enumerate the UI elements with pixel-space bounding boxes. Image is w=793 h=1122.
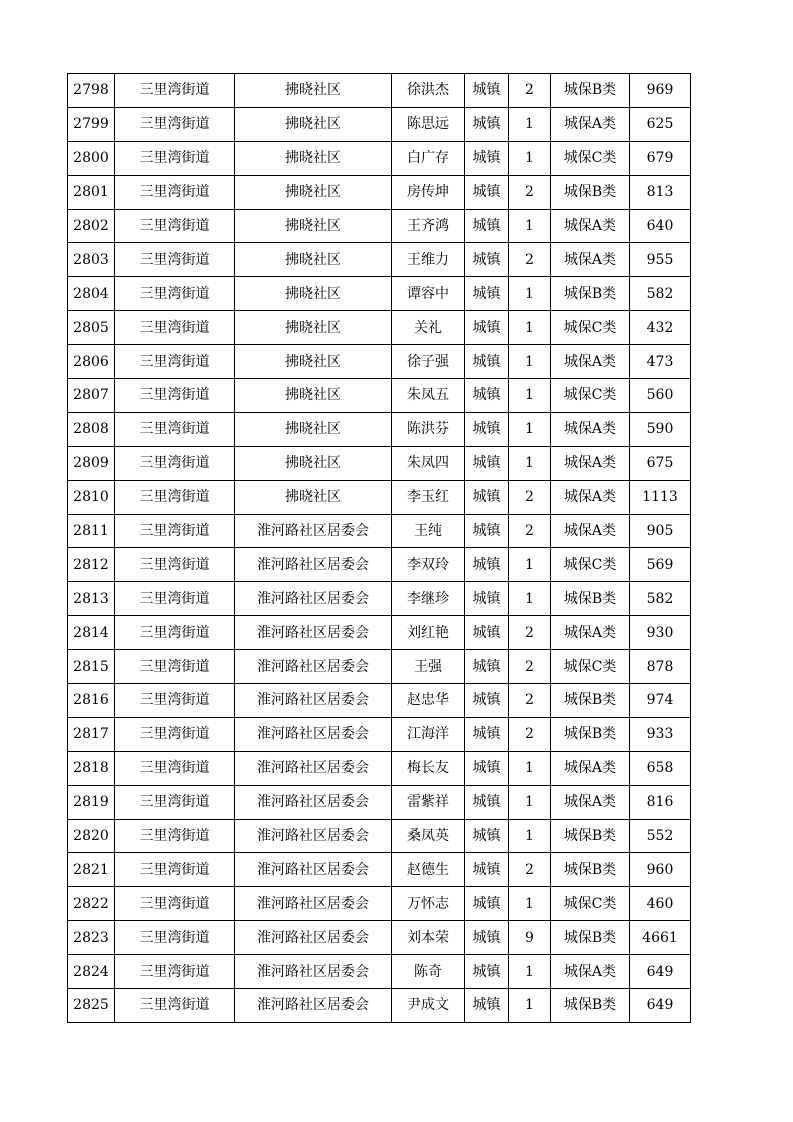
table-row bbox=[68, 921, 691, 955]
row-id-cell: 2824 bbox=[68, 955, 115, 989]
area-cell: 城镇 bbox=[465, 209, 509, 243]
table-row bbox=[68, 412, 691, 446]
category-cell: 城保A类 bbox=[551, 616, 630, 650]
street-cell: 三里湾街道 bbox=[115, 887, 235, 921]
household-count-cell: 1 bbox=[509, 751, 551, 785]
street-cell: 三里湾街道 bbox=[115, 311, 235, 345]
category-cell: 城保B类 bbox=[551, 853, 630, 887]
row-id-cell: 2816 bbox=[68, 684, 115, 718]
category-cell: 城保C类 bbox=[551, 548, 630, 582]
category-cell: 城保B类 bbox=[551, 74, 630, 108]
name-cell: 江海洋 bbox=[392, 717, 465, 751]
community-cell: 拂晓社区 bbox=[235, 277, 392, 311]
category-cell: 城保B类 bbox=[551, 175, 630, 209]
table-row bbox=[68, 853, 691, 887]
area-cell: 城镇 bbox=[465, 616, 509, 650]
allowance-table bbox=[67, 73, 691, 1023]
household-count-cell: 2 bbox=[509, 74, 551, 108]
area-cell: 城镇 bbox=[465, 751, 509, 785]
household-count-cell: 2 bbox=[509, 717, 551, 751]
row-id-cell: 2821 bbox=[68, 853, 115, 887]
name-cell: 赵忠华 bbox=[392, 684, 465, 718]
area-cell: 城镇 bbox=[465, 989, 509, 1023]
area-cell: 城镇 bbox=[465, 311, 509, 345]
area-cell: 城镇 bbox=[465, 345, 509, 379]
street-cell: 三里湾街道 bbox=[115, 650, 235, 684]
table-row bbox=[68, 955, 691, 989]
community-cell: 淮河路社区居委会 bbox=[235, 548, 392, 582]
community-cell: 拂晓社区 bbox=[235, 412, 392, 446]
category-cell: 城保A类 bbox=[551, 107, 630, 141]
table-row bbox=[68, 209, 691, 243]
row-id-cell: 2808 bbox=[68, 412, 115, 446]
table-row bbox=[68, 514, 691, 548]
name-cell: 陈思远 bbox=[392, 107, 465, 141]
name-cell: 万怀志 bbox=[392, 887, 465, 921]
amount-cell: 955 bbox=[630, 243, 691, 277]
household-count-cell: 1 bbox=[509, 412, 551, 446]
amount-cell: 974 bbox=[630, 684, 691, 718]
area-cell: 城镇 bbox=[465, 175, 509, 209]
area-cell: 城镇 bbox=[465, 514, 509, 548]
area-cell: 城镇 bbox=[465, 717, 509, 751]
category-cell: 城保A类 bbox=[551, 446, 630, 480]
street-cell: 三里湾街道 bbox=[115, 514, 235, 548]
row-id-cell: 2818 bbox=[68, 751, 115, 785]
area-cell: 城镇 bbox=[465, 650, 509, 684]
name-cell: 陈洪芬 bbox=[392, 412, 465, 446]
street-cell: 三里湾街道 bbox=[115, 785, 235, 819]
household-count-cell: 1 bbox=[509, 277, 551, 311]
community-cell: 淮河路社区居委会 bbox=[235, 650, 392, 684]
table-row bbox=[68, 141, 691, 175]
household-count-cell: 1 bbox=[509, 548, 551, 582]
table-row bbox=[68, 650, 691, 684]
category-cell: 城保B类 bbox=[551, 684, 630, 718]
street-cell: 三里湾街道 bbox=[115, 412, 235, 446]
community-cell: 淮河路社区居委会 bbox=[235, 582, 392, 616]
row-id-cell: 2812 bbox=[68, 548, 115, 582]
household-count-cell: 1 bbox=[509, 582, 551, 616]
row-id-cell: 2820 bbox=[68, 819, 115, 853]
household-count-cell: 1 bbox=[509, 446, 551, 480]
name-cell: 桑凤英 bbox=[392, 819, 465, 853]
street-cell: 三里湾街道 bbox=[115, 989, 235, 1023]
household-count-cell: 2 bbox=[509, 480, 551, 514]
community-cell: 淮河路社区居委会 bbox=[235, 785, 392, 819]
street-cell: 三里湾街道 bbox=[115, 480, 235, 514]
table-row bbox=[68, 548, 691, 582]
street-cell: 三里湾街道 bbox=[115, 819, 235, 853]
street-cell: 三里湾街道 bbox=[115, 921, 235, 955]
street-cell: 三里湾街道 bbox=[115, 175, 235, 209]
table-row bbox=[68, 480, 691, 514]
amount-cell: 1113 bbox=[630, 480, 691, 514]
community-cell: 淮河路社区居委会 bbox=[235, 989, 392, 1023]
name-cell: 李玉红 bbox=[392, 480, 465, 514]
name-cell: 房传坤 bbox=[392, 175, 465, 209]
area-cell: 城镇 bbox=[465, 785, 509, 819]
community-cell: 淮河路社区居委会 bbox=[235, 514, 392, 548]
area-cell: 城镇 bbox=[465, 446, 509, 480]
amount-cell: 813 bbox=[630, 175, 691, 209]
street-cell: 三里湾街道 bbox=[115, 853, 235, 887]
household-count-cell: 2 bbox=[509, 650, 551, 684]
household-count-cell: 1 bbox=[509, 141, 551, 175]
row-id-cell: 2806 bbox=[68, 345, 115, 379]
household-count-cell: 1 bbox=[509, 955, 551, 989]
row-id-cell: 2802 bbox=[68, 209, 115, 243]
category-cell: 城保B类 bbox=[551, 921, 630, 955]
household-count-cell: 2 bbox=[509, 243, 551, 277]
row-id-cell: 2809 bbox=[68, 446, 115, 480]
amount-cell: 552 bbox=[630, 819, 691, 853]
amount-cell: 640 bbox=[630, 209, 691, 243]
name-cell: 刘本荣 bbox=[392, 921, 465, 955]
name-cell: 梅长友 bbox=[392, 751, 465, 785]
area-cell: 城镇 bbox=[465, 819, 509, 853]
amount-cell: 432 bbox=[630, 311, 691, 345]
table-row bbox=[68, 175, 691, 209]
row-id-cell: 2823 bbox=[68, 921, 115, 955]
row-id-cell: 2805 bbox=[68, 311, 115, 345]
category-cell: 城保C类 bbox=[551, 141, 630, 175]
amount-cell: 960 bbox=[630, 853, 691, 887]
table-row bbox=[68, 785, 691, 819]
street-cell: 三里湾街道 bbox=[115, 548, 235, 582]
street-cell: 三里湾街道 bbox=[115, 379, 235, 413]
household-count-cell: 2 bbox=[509, 684, 551, 718]
name-cell: 白广存 bbox=[392, 141, 465, 175]
row-id-cell: 2825 bbox=[68, 989, 115, 1023]
amount-cell: 649 bbox=[630, 989, 691, 1023]
street-cell: 三里湾街道 bbox=[115, 955, 235, 989]
name-cell: 王齐鸿 bbox=[392, 209, 465, 243]
community-cell: 拂晓社区 bbox=[235, 379, 392, 413]
table-row bbox=[68, 379, 691, 413]
street-cell: 三里湾街道 bbox=[115, 446, 235, 480]
area-cell: 城镇 bbox=[465, 548, 509, 582]
community-cell: 拂晓社区 bbox=[235, 480, 392, 514]
street-cell: 三里湾街道 bbox=[115, 141, 235, 175]
row-id-cell: 2800 bbox=[68, 141, 115, 175]
name-cell: 李双玲 bbox=[392, 548, 465, 582]
amount-cell: 969 bbox=[630, 74, 691, 108]
table-row bbox=[68, 74, 691, 108]
row-id-cell: 2814 bbox=[68, 616, 115, 650]
area-cell: 城镇 bbox=[465, 582, 509, 616]
category-cell: 城保C类 bbox=[551, 650, 630, 684]
name-cell: 陈奇 bbox=[392, 955, 465, 989]
community-cell: 拂晓社区 bbox=[235, 345, 392, 379]
street-cell: 三里湾街道 bbox=[115, 582, 235, 616]
category-cell: 城保A类 bbox=[551, 412, 630, 446]
name-cell: 王纯 bbox=[392, 514, 465, 548]
street-cell: 三里湾街道 bbox=[115, 751, 235, 785]
name-cell: 雷紫祥 bbox=[392, 785, 465, 819]
area-cell: 城镇 bbox=[465, 480, 509, 514]
amount-cell: 930 bbox=[630, 616, 691, 650]
household-count-cell: 1 bbox=[509, 785, 551, 819]
row-id-cell: 2815 bbox=[68, 650, 115, 684]
community-cell: 淮河路社区居委会 bbox=[235, 616, 392, 650]
category-cell: 城保A类 bbox=[551, 243, 630, 277]
name-cell: 朱凤五 bbox=[392, 379, 465, 413]
amount-cell: 625 bbox=[630, 107, 691, 141]
row-id-cell: 2807 bbox=[68, 379, 115, 413]
area-cell: 城镇 bbox=[465, 107, 509, 141]
table-row bbox=[68, 989, 691, 1023]
area-cell: 城镇 bbox=[465, 74, 509, 108]
household-count-cell: 2 bbox=[509, 853, 551, 887]
name-cell: 谭容中 bbox=[392, 277, 465, 311]
community-cell: 淮河路社区居委会 bbox=[235, 921, 392, 955]
table-row bbox=[68, 616, 691, 650]
community-cell: 淮河路社区居委会 bbox=[235, 684, 392, 718]
category-cell: 城保B类 bbox=[551, 582, 630, 616]
table-row bbox=[68, 311, 691, 345]
row-id-cell: 2799 bbox=[68, 107, 115, 141]
table-row bbox=[68, 717, 691, 751]
household-count-cell: 2 bbox=[509, 514, 551, 548]
community-cell: 拂晓社区 bbox=[235, 243, 392, 277]
table-row bbox=[68, 345, 691, 379]
category-cell: 城保A类 bbox=[551, 955, 630, 989]
household-count-cell: 1 bbox=[509, 887, 551, 921]
street-cell: 三里湾街道 bbox=[115, 209, 235, 243]
category-cell: 城保C类 bbox=[551, 311, 630, 345]
category-cell: 城保C类 bbox=[551, 379, 630, 413]
community-cell: 拂晓社区 bbox=[235, 107, 392, 141]
table-row bbox=[68, 582, 691, 616]
amount-cell: 590 bbox=[630, 412, 691, 446]
name-cell: 赵德生 bbox=[392, 853, 465, 887]
table-row bbox=[68, 887, 691, 921]
area-cell: 城镇 bbox=[465, 379, 509, 413]
name-cell: 王强 bbox=[392, 650, 465, 684]
amount-cell: 4661 bbox=[630, 921, 691, 955]
household-count-cell: 1 bbox=[509, 379, 551, 413]
area-cell: 城镇 bbox=[465, 853, 509, 887]
street-cell: 三里湾街道 bbox=[115, 107, 235, 141]
category-cell: 城保A类 bbox=[551, 514, 630, 548]
table-row bbox=[68, 277, 691, 311]
amount-cell: 933 bbox=[630, 717, 691, 751]
row-id-cell: 2822 bbox=[68, 887, 115, 921]
category-cell: 城保B类 bbox=[551, 819, 630, 853]
street-cell: 三里湾街道 bbox=[115, 74, 235, 108]
household-count-cell: 9 bbox=[509, 921, 551, 955]
household-count-cell: 1 bbox=[509, 209, 551, 243]
household-count-cell: 1 bbox=[509, 311, 551, 345]
street-cell: 三里湾街道 bbox=[115, 684, 235, 718]
row-id-cell: 2810 bbox=[68, 480, 115, 514]
table-row bbox=[68, 819, 691, 853]
category-cell: 城保B类 bbox=[551, 277, 630, 311]
table-row bbox=[68, 446, 691, 480]
street-cell: 三里湾街道 bbox=[115, 717, 235, 751]
community-cell: 拂晓社区 bbox=[235, 141, 392, 175]
community-cell: 淮河路社区居委会 bbox=[235, 853, 392, 887]
amount-cell: 658 bbox=[630, 751, 691, 785]
category-cell: 城保A类 bbox=[551, 751, 630, 785]
row-id-cell: 2798 bbox=[68, 74, 115, 108]
table-body bbox=[68, 74, 691, 1023]
table-row bbox=[68, 243, 691, 277]
community-cell: 拂晓社区 bbox=[235, 209, 392, 243]
household-count-cell: 2 bbox=[509, 616, 551, 650]
household-count-cell: 1 bbox=[509, 819, 551, 853]
row-id-cell: 2804 bbox=[68, 277, 115, 311]
category-cell: 城保B类 bbox=[551, 989, 630, 1023]
area-cell: 城镇 bbox=[465, 243, 509, 277]
area-cell: 城镇 bbox=[465, 684, 509, 718]
row-id-cell: 2817 bbox=[68, 717, 115, 751]
amount-cell: 460 bbox=[630, 887, 691, 921]
category-cell: 城保A类 bbox=[551, 209, 630, 243]
household-count-cell: 1 bbox=[509, 345, 551, 379]
category-cell: 城保A类 bbox=[551, 480, 630, 514]
amount-cell: 905 bbox=[630, 514, 691, 548]
row-id-cell: 2801 bbox=[68, 175, 115, 209]
row-id-cell: 2819 bbox=[68, 785, 115, 819]
category-cell: 城保A类 bbox=[551, 785, 630, 819]
name-cell: 徐洪杰 bbox=[392, 74, 465, 108]
community-cell: 拂晓社区 bbox=[235, 446, 392, 480]
category-cell: 城保C类 bbox=[551, 887, 630, 921]
name-cell: 李继珍 bbox=[392, 582, 465, 616]
row-id-cell: 2803 bbox=[68, 243, 115, 277]
street-cell: 三里湾街道 bbox=[115, 243, 235, 277]
area-cell: 城镇 bbox=[465, 412, 509, 446]
community-cell: 淮河路社区居委会 bbox=[235, 751, 392, 785]
community-cell: 淮河路社区居委会 bbox=[235, 955, 392, 989]
amount-cell: 582 bbox=[630, 582, 691, 616]
household-count-cell: 1 bbox=[509, 107, 551, 141]
street-cell: 三里湾街道 bbox=[115, 616, 235, 650]
name-cell: 刘红艳 bbox=[392, 616, 465, 650]
area-cell: 城镇 bbox=[465, 887, 509, 921]
row-id-cell: 2811 bbox=[68, 514, 115, 548]
name-cell: 徐子强 bbox=[392, 345, 465, 379]
household-count-cell: 1 bbox=[509, 989, 551, 1023]
area-cell: 城镇 bbox=[465, 955, 509, 989]
row-id-cell: 2813 bbox=[68, 582, 115, 616]
community-cell: 拂晓社区 bbox=[235, 74, 392, 108]
table-row bbox=[68, 751, 691, 785]
area-cell: 城镇 bbox=[465, 277, 509, 311]
area-cell: 城镇 bbox=[465, 141, 509, 175]
table-row bbox=[68, 684, 691, 718]
amount-cell: 675 bbox=[630, 446, 691, 480]
amount-cell: 473 bbox=[630, 345, 691, 379]
amount-cell: 679 bbox=[630, 141, 691, 175]
category-cell: 城保A类 bbox=[551, 345, 630, 379]
name-cell: 王维力 bbox=[392, 243, 465, 277]
amount-cell: 582 bbox=[630, 277, 691, 311]
amount-cell: 649 bbox=[630, 955, 691, 989]
category-cell: 城保B类 bbox=[551, 717, 630, 751]
amount-cell: 878 bbox=[630, 650, 691, 684]
community-cell: 淮河路社区居委会 bbox=[235, 887, 392, 921]
area-cell: 城镇 bbox=[465, 921, 509, 955]
name-cell: 尹成文 bbox=[392, 989, 465, 1023]
street-cell: 三里湾街道 bbox=[115, 345, 235, 379]
community-cell: 淮河路社区居委会 bbox=[235, 819, 392, 853]
amount-cell: 560 bbox=[630, 379, 691, 413]
household-count-cell: 2 bbox=[509, 175, 551, 209]
name-cell: 关礼 bbox=[392, 311, 465, 345]
table-row bbox=[68, 107, 691, 141]
community-cell: 拂晓社区 bbox=[235, 311, 392, 345]
amount-cell: 816 bbox=[630, 785, 691, 819]
street-cell: 三里湾街道 bbox=[115, 277, 235, 311]
community-cell: 拂晓社区 bbox=[235, 175, 392, 209]
amount-cell: 569 bbox=[630, 548, 691, 582]
community-cell: 淮河路社区居委会 bbox=[235, 717, 392, 751]
name-cell: 朱凤四 bbox=[392, 446, 465, 480]
